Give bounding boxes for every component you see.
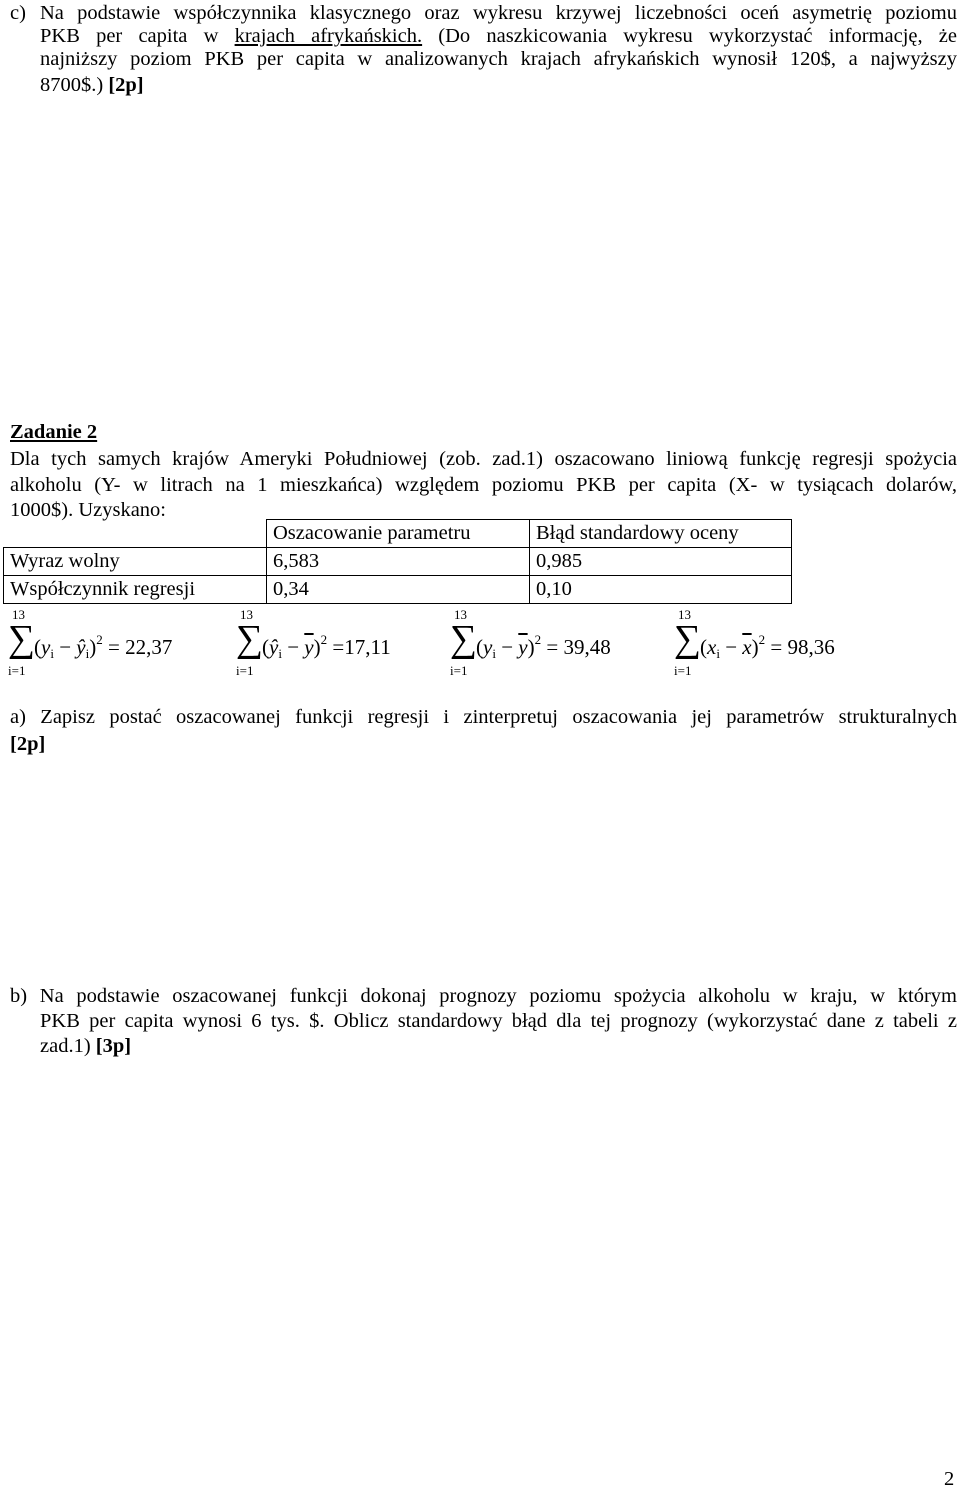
sum-lower-limit: i=1 (236, 663, 254, 678)
table-row-label: Wyraz wolny (4, 548, 267, 576)
page-number: 2 (944, 1468, 955, 1490)
sigma-symbol: ∑ (236, 618, 264, 660)
table-cell-std-error: 0,985 (530, 548, 792, 576)
sigma-symbol: ∑ (450, 618, 478, 660)
sum-upper-limit: 13 (240, 607, 253, 622)
paren-open: ( (262, 635, 269, 659)
sum-formula-regression (236, 608, 436, 680)
sum-lower-limit: i=1 (674, 663, 692, 678)
sum-expression: ($y_i$ − $ŷ_i)^2 = 22,37$ (34, 632, 173, 661)
exponent: 2 (758, 632, 766, 647)
sum-lower-limit: i=1 (450, 663, 468, 678)
sum-value: =17,11 (332, 635, 391, 659)
parameter-table (3, 519, 792, 604)
table-cell-estimate: 6,583 (267, 548, 530, 576)
paren-open: ( (34, 635, 41, 659)
exponent: 2 (320, 632, 328, 647)
section-c-underlined-phrase: krajach afrykańskich. (234, 25, 423, 47)
paren-open: ( (476, 635, 483, 659)
question-a-points: [2p] (10, 733, 46, 755)
sum-formula-total (450, 608, 660, 680)
sigma-symbol: ∑ (674, 618, 702, 660)
sum-expression: $(ŷ_i - \overline{y})^2 =17,11$ (262, 632, 391, 661)
task-text-line-3: 1000$). Uzyskano: (10, 499, 167, 521)
variable-y-hat: ŷ (269, 635, 279, 659)
table-row (4, 576, 792, 604)
sum-expression: $(y_i - \overline{y})^2 = 39,48$ (476, 632, 611, 661)
sum-upper-limit: 13 (12, 607, 25, 622)
question-b-line-1: b) Na podstawie oszacowanej funkcji dokonaj prognozy poziomu spożycia alkoholu w kraju, w którym (10, 985, 957, 1007)
question-b-points: [3p] (95, 1035, 132, 1057)
table-row-label: Współczynnik regresji (4, 576, 267, 604)
section-c-line-4 (40, 72, 144, 99)
section-c-line-4-text: 8700$.) (40, 74, 109, 96)
section-c-line-1: Na podstawie współczynnika klasycznego oraz wykresu krzywej liczebności oceń asymetrię poziomu (40, 2, 957, 24)
paren-close: ) (751, 635, 759, 659)
variable-y-hat: ŷ (76, 635, 86, 659)
item-label-c: c) (10, 2, 26, 24)
section-c-line-2-pre: PKB per capita w (40, 25, 235, 47)
task-text-line-1: Dla tych samych krajów Ameryki Południowej (zob. zad.1) oszacowano liniową funkcję regresji spożycia (10, 448, 957, 470)
variable-x-bar: $\overline{x}$ (742, 635, 752, 659)
variable-y: y (41, 635, 51, 659)
subscript-i: i (278, 646, 282, 661)
table-corner-cell (4, 520, 267, 548)
task-title: Zadanie 2 (10, 421, 98, 443)
paren-close: ) (89, 635, 97, 659)
exponent: 2 (534, 632, 542, 647)
table-header-row (4, 520, 792, 548)
section-c-line-3: najniższy poziom PKB per capita w analizowanych krajach afrykańskich wynosił 120$, a najwyższy (40, 48, 957, 70)
variable-y-bar: $\overline{y}$ (304, 635, 314, 659)
variable-y: y (483, 635, 493, 659)
sum-value: = 98,36 (770, 635, 835, 659)
sum-upper-limit: 13 (678, 607, 691, 622)
question-b-line-3 (40, 1033, 131, 1060)
paren-open: ( (700, 635, 707, 659)
table-header: Oszacowanie parametru (267, 520, 530, 548)
task-text-line-2: alkoholu (Y- w litrach na 1 mieszkańca) względem poziomu PKB per capita (X- w tysiącach dolarów, (10, 474, 957, 496)
section-c-points: [2p] (108, 74, 144, 96)
variable-y-bar: $\overline{y}$ (518, 635, 528, 659)
question-b-line-2: PKB per capita wynosi 6 tys. $. Oblicz standardowy błąd dla tej prognozy (wykorzystać dane z tabeli z (40, 1010, 957, 1032)
sigma-symbol: ∑ (8, 618, 36, 660)
paren-close: ) (527, 635, 535, 659)
table-row (4, 548, 792, 576)
subscript-i: i (716, 646, 720, 661)
section-c-line-2-post: (Do naszkicowania wykresu wykorzystać informację, że (422, 25, 958, 47)
question-b-line-3-text: zad.1) (40, 1035, 96, 1057)
question-a-line-1: a) Zapisz postać oszacowanej funkcji regresji i zinterpretuj oszacowania jej parametrów strukturalnych (10, 706, 957, 728)
paren-close: ) (313, 635, 321, 659)
exponent: 2 (96, 632, 103, 647)
table-cell-estimate: 0,34 (267, 576, 530, 604)
sum-expression: $(x_i - \overline{x})^2 = 98,36$ (700, 632, 835, 661)
sum-value: = 39,48 (546, 635, 611, 659)
sum-lower-limit: i=1 (8, 663, 26, 678)
variable-x: x (707, 635, 717, 659)
table-header: Błąd standardowy oceny (530, 520, 792, 548)
table-cell-std-error: 0,10 (530, 576, 792, 604)
sum-value: = 22,37 (108, 635, 173, 659)
subscript-i: i (492, 646, 496, 661)
sum-formula-x-variance (674, 608, 874, 680)
sum-upper-limit: 13 (454, 607, 467, 622)
subscript-i: i (50, 646, 54, 661)
sum-formula-residuals (8, 608, 218, 680)
subscript-i: i (85, 646, 90, 661)
